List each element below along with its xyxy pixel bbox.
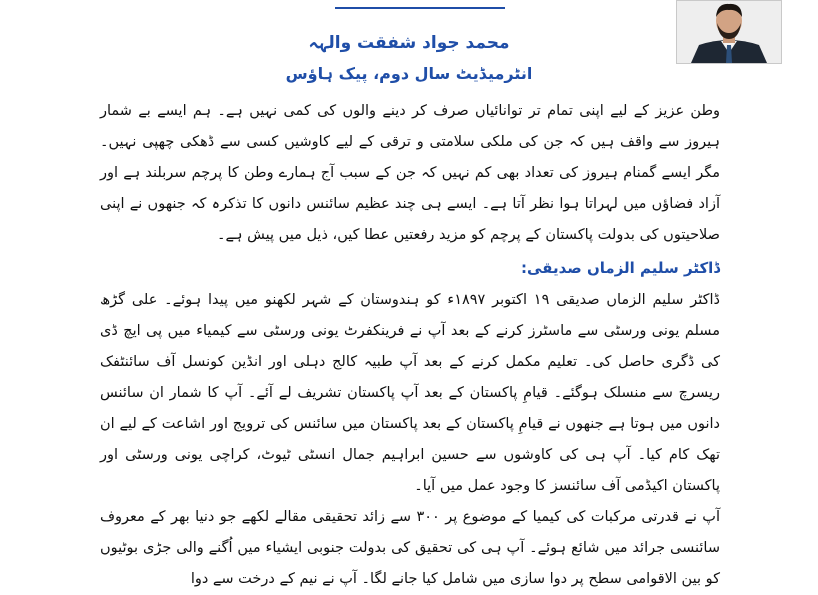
bio-paragraph-2: آپ نے قدرتی مرکبات کی کیمیا کے موضوع پر ۳۰۰ سے زائد تحقیقی مقالے لکھے جو دنیا بھر کے معروف سائنسی جرائد میں شائع ہوئے۔ آپ ہی کی تحقیق کی بدولت جنوبی ایشیاء میں اُگنے والی جڑی بوٹیوں کو بین الاقوامی سطح پر دوا سازی میں شامل کیا جانے لگا۔ آپ نے نیم کے درخت سے دوا — [100, 509, 720, 587]
author-role: انٹرمیڈیٹ سال دوم، پیک ہاؤس — [285, 64, 533, 83]
intro-paragraph: وطن عزیز کے لیے اپنی تمام تر توانائیاں صرف کر دینے والوں کی کمی نہیں ہے۔ ہم ایسے بے شمار ہیروز سے واقف ہیں کہ جن کی ملکی سلامتی و ترقی کے لیے کاوشیں کسی سے ڈھکی چھپی نہیں۔ مگر ایسے گمنام ہیروز کی تعداد بھی کم نہیں کہ جن کے سبب آج ہمارے وطن کا پرچم سربلند ہے اور آزاد فضاؤں میں لہراتا ہوا نظر آتا ہے۔ ایسے ہی چند عظیم سائنس دانوں کا تذکرہ کہ جنھوں نے اپنی صلاحیتوں کی بدولت پاکستان کے پرچم کو مزید رفعتیں عطا کیں، ذیل میں پیش ہے۔ — [100, 103, 720, 243]
author-name: محمد جواد شفقت والہہ — [308, 33, 510, 53]
bio-paragraph-1: ڈاکٹر سلیم الزماں صدیقی ۱۹ اکتوبر ۱۸۹۷ء کو ہندوستان کے شہر لکھنو میں پیدا ہوئے۔ علی گڑھ مسلم یونی ورسٹی سے ماسٹرز کرنے کے بعد آپ نے فرینکفرٹ یونی ورسٹی سے کیمیاء میں پی ایچ ڈی کی ڈگری حاصل کی۔ تعلیم مکمل کرنے کے بعد آپ طبیہ کالج دہلی اور انڈین کونسل آف سائنٹفک ریسرچ سے منسلک ہوگئے۔ قیامِ پاکستان کے بعد آپ پاکستان تشریف لے آئے۔ آپ کا شمار ان سائنس دانوں میں ہوتا ہے جنھوں نے قیامِ پاکستان کے بعد پاکستان میں سائنس کی ترویج اور اشاعت کے لیے ان تھک کام کیا۔ آپ ہی کی کاوشوں سے حسین ابراہیم جمال انسٹی ٹیوٹ، کراچی یونی ورسٹی اور پاکستان اکیڈمی آف سائنسز کا وجود عمل میں آیا۔ — [100, 292, 720, 494]
section-heading: ڈاکٹر سلیم الزماں صدیقی: — [520, 259, 720, 277]
title-underline — [335, 0, 505, 9]
article-body — [100, 96, 720, 595]
